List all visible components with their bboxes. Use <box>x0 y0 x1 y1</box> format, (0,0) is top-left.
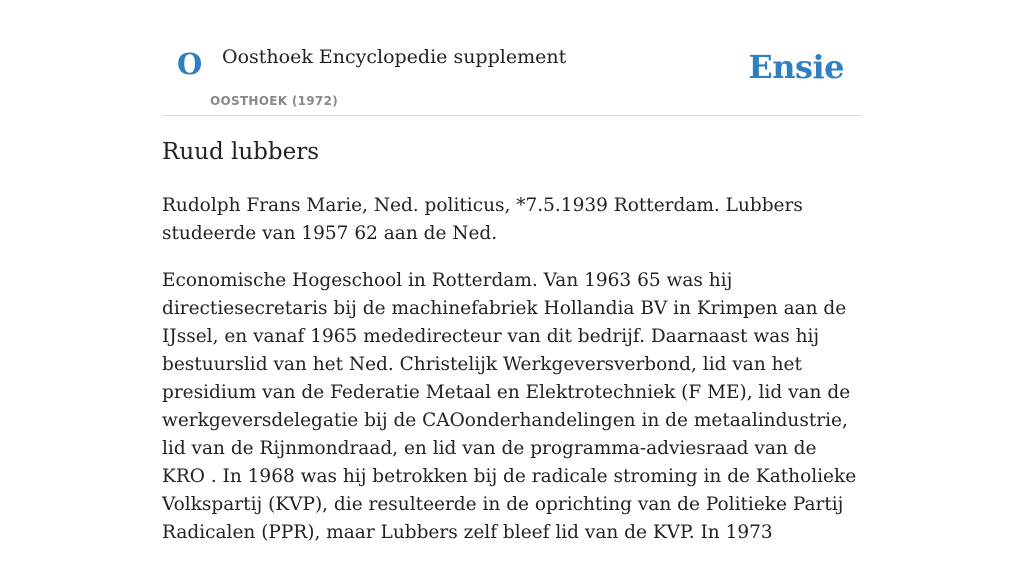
article-paragraph: Rudolph Frans Marie, Ned. politicus, *7.5.1939 Rotterdam. Lubbers studeerde van 1957 62 aan de Ned. <box>162 195 803 244</box>
ensie-logo[interactable]: Ensie <box>748 48 844 86</box>
source-letter: O <box>177 47 203 81</box>
article-body <box>162 192 862 566</box>
article-title: Ruud lubbers <box>162 139 320 165</box>
page-container <box>162 0 862 543</box>
source-publisher: OOSTHOEK (1972) <box>210 94 339 108</box>
source-header <box>162 0 862 116</box>
article-paragraph: Economische Hogeschool in Rotterdam. Van 1963 65 was hij directiesecretaris bij de machinefabriek Hollandia BV in Krimpen aan de IJssel, en vanaf 1965 mededirecteur van dit bedrijf. Daarnaast was hij bestuurslid van het Ned. Christelijk Werkgeversverbond, lid van het presidium van de Federatie Metaal en Elektrotechniek (F ME), lid van de werkgeversdelegatie bij de CAOonderhandelingen in de metaalindustrie, lid van de Rijnmondraad, en lid van de programma-adviesraad van de KRO . In 1968 was hij betrokken bij de radicale stroming in de Katholieke Volkspartij (KVP), die resulteerde in de oprichting van de Politieke Partij Radicalen (PPR), maar Lubbers zelf bleef lid van de KVP. In 1973 <box>162 270 857 543</box>
source-title[interactable]: Oosthoek Encyclopedie supplement <box>222 46 567 68</box>
